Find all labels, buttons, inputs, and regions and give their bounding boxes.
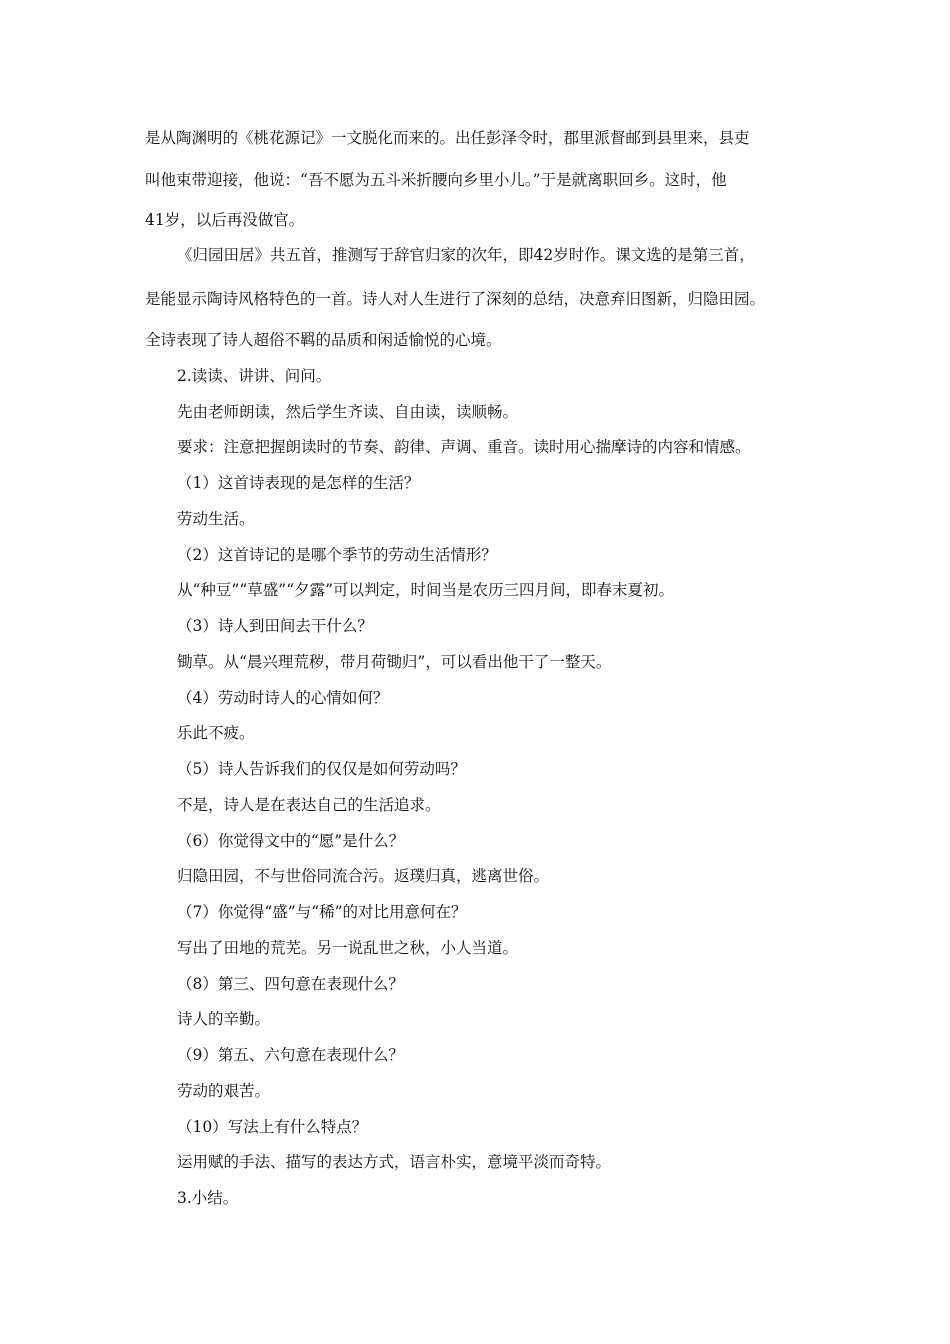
section-2-intro: 先由老师朗读，然后学生齐读、自由读，读顺畅。	[177, 403, 519, 421]
paragraph-1-line-1: 是从陶渊明的《桃花源记》一文脱化而来的。出任彭泽令时，郡里派督邮到县里来，县吏	[145, 129, 750, 147]
question-2: （2）这首诗记的是哪个季节的劳动生活情形？	[177, 546, 497, 564]
answer-5: 不是，诗人是在表达自己的生活追求。	[177, 796, 441, 814]
question-1: （1）这首诗表现的是怎样的生活？	[177, 474, 420, 492]
answer-6: 归隐田园，不与世俗同流合污。返璞归真，逃离世俗。	[177, 867, 550, 885]
question-6: （6）你觉得文中的“愿”是什么？	[177, 832, 405, 850]
answer-10: 运用赋的手法、描写的表达方式，语言朴实，意境平淡而奇特。	[177, 1153, 612, 1171]
question-10: （10）写法上有什么特点？	[177, 1118, 368, 1136]
answer-8: 诗人的辛勤。	[177, 1010, 271, 1028]
answer-4: 乐此不疲。	[177, 724, 255, 742]
answer-2: 从“种豆”“草盛”“夕露”可以判定，时间当是农历三四月间，即春末夏初。	[177, 581, 675, 599]
question-4: （4）劳动时诗人的心情如何？	[177, 689, 389, 707]
section-2-requirement: 要求：注意把握朗读时的节奏、韵律、声调、重音。读时用心揣摩诗的内容和情感。	[177, 438, 751, 456]
question-9: （9）第五、六句意在表现什么？	[177, 1046, 404, 1064]
question-3: （3）诗人到田间去干什么？	[177, 617, 373, 635]
answer-3: 锄草。从“晨兴理荒秽，带月荷锄归”，可以看出他干了一整天。	[177, 653, 612, 671]
paragraph-1-line-3: 41岁，以后再没做官。	[145, 211, 305, 229]
answer-1: 劳动生活。	[177, 510, 255, 528]
question-5: （5）诗人告诉我们的仅仅是如何劳动吗？	[177, 760, 466, 778]
question-7: （7）你觉得“盛”与“稀”的对比用意何在？	[177, 903, 467, 921]
paragraph-2-line-3: 全诗表现了诗人超俗不羁的品质和闲适愉悦的心境。	[145, 331, 502, 349]
answer-9: 劳动的艰苦。	[177, 1082, 271, 1100]
question-8: （8）第三、四句意在表现什么？	[177, 975, 404, 993]
section-3-heading: 3.小结。	[177, 1189, 239, 1207]
paragraph-2-line-2: 是能显示陶诗风格特色的一首。诗人对人生进行了深刻的总结，决意弃旧图新，归隐田园。	[145, 290, 766, 308]
paragraph-2-line-1: 《归园田居》共五首，推测写于辞官归家的次年，即42岁时作。课文选的是第三首，	[177, 246, 755, 264]
answer-7: 写出了田地的荒芜。另一说乱世之秋，小人当道。	[177, 939, 519, 957]
paragraph-1-line-2: 叫他束带迎接，他说：“吾不愿为五斗米折腰向乡里小儿。”于是就离职回乡。这时，他	[145, 171, 727, 189]
section-2-heading: 2.读读、讲讲、问问。	[177, 367, 332, 385]
